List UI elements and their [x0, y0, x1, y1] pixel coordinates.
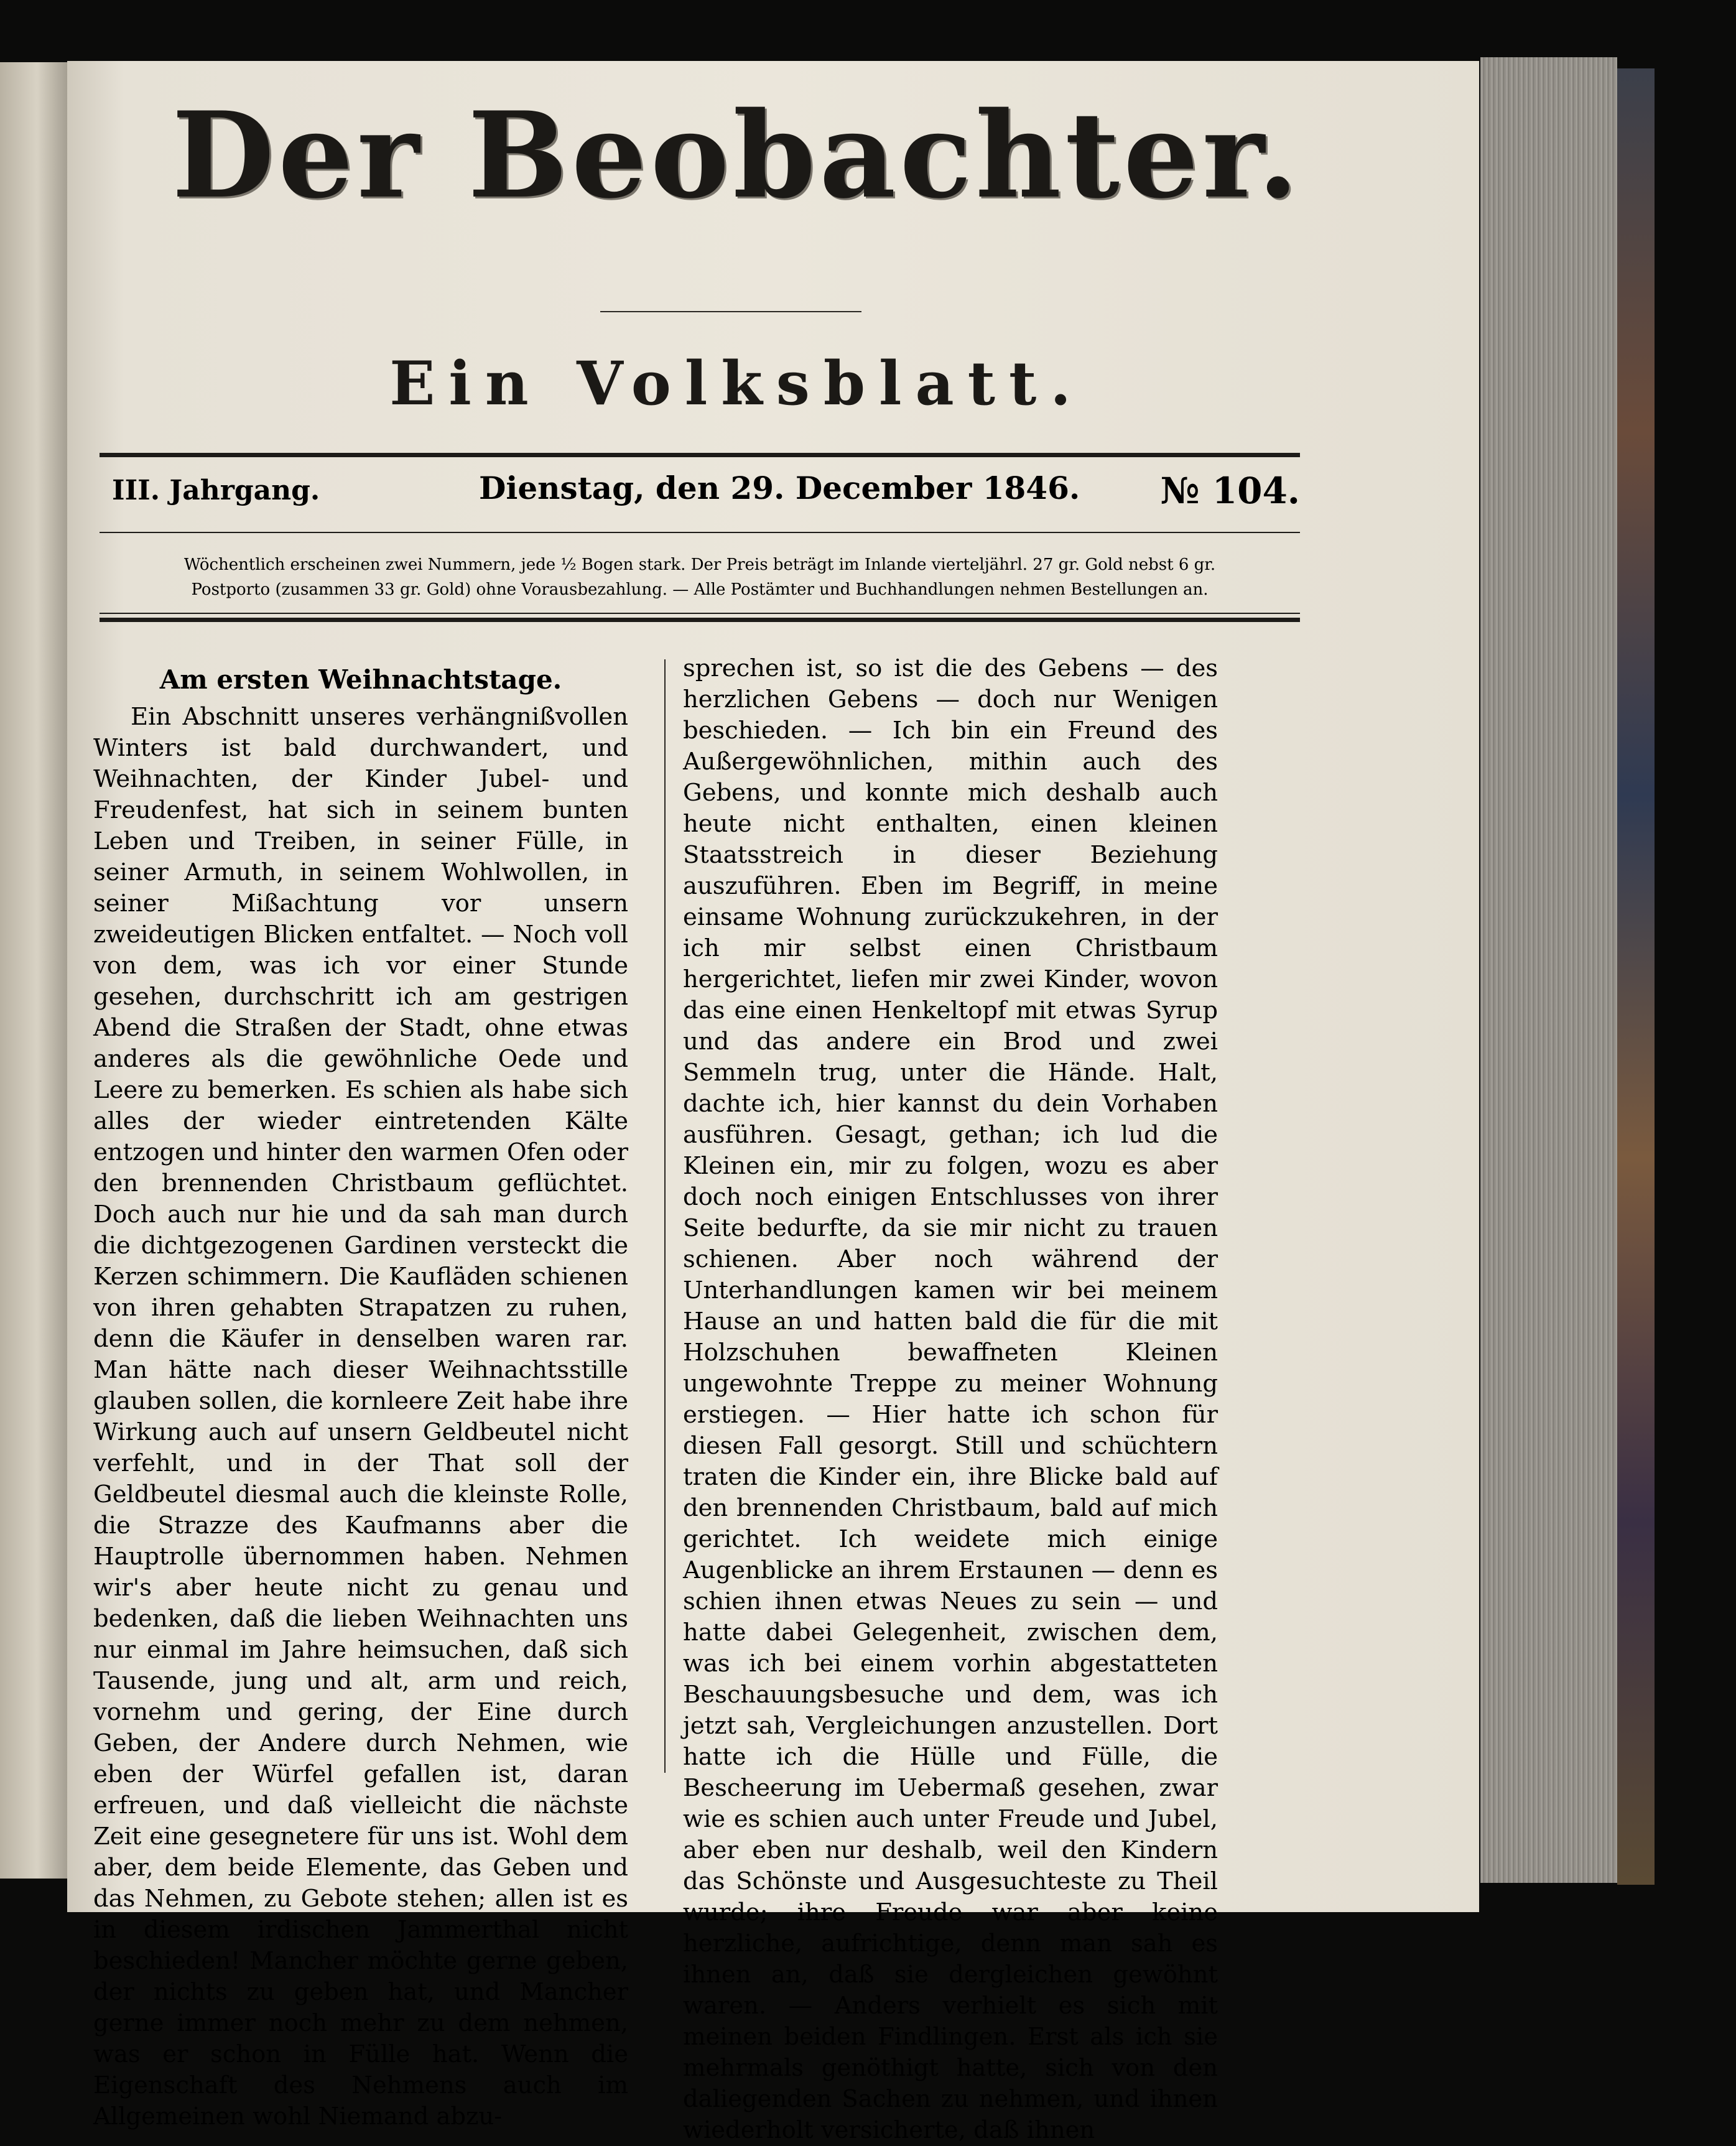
rule-above-columns: [100, 613, 1300, 614]
article-heading: Am ersten Weihnachtstage.: [159, 664, 562, 695]
volume-label: III. Jahrgang.: [112, 475, 320, 506]
rule-above-dateline: [100, 453, 1300, 457]
left-page-edge: [0, 62, 67, 1879]
rule-below-dateline: [100, 532, 1300, 533]
column-left: [93, 653, 628, 2132]
issue-date: Dienstag, den 29. December 1846.: [479, 470, 1080, 506]
page-block-edges: [1480, 57, 1617, 1883]
article-text-right: sprechen ist, so ist die des Gebens — des herzlichen Gebens — doch nur Wenigen beschieden. — Ich bin ein Freund des Außergewöhnlichen, mithin auch des Gebens, und konnte mich deshalb auch heute nicht enthalten, einen kleinen Staatsstreich in dieser Beziehung auszuführen. Eben im Begriff, in meine einsame Wohnung zurückzukehren, in der ich mir selbst einen Christbaum hergerichtet, liefen mir zwei Kinder, wovon das eine einen Henkeltopf mit etwas Syrup und das andere ein Brod und zwei Semmeln trug, unter die Hände. Halt, dachte ich, hier kannst du dein Vorhaben ausführen. Gesagt, gethan; ich lud die Kleinen ein, mir zu folgen, wozu es aber doch noch einigen Entschlusses von ihrer Seite bedurfte, da sie mir nicht zu trauen schienen. Aber noch während der Unterhandlungen kamen wir bei meinem Hause an und hatten bald die für die mit Holzschuhen bewaffneten Kleinen ungewohnte Treppe zu meiner Wohnung erstiegen. — Hier hatte ich schon für diesen Fall gesorgt. Still und schüchtern traten die Kinder ein, ihre Blicke bald auf den brennenden Christbaum, bald auf mich gerichtet. Ich weidete mich einige Augenblicke an ihrem Erstaunen — denn es schien ihnen etwas Neues zu sein — und hatte dabei Gelegenheit, zwischen dem, was ich bei einem vorhin abgestatteten Beschauungsbesuche und dem, was ich jetzt sah, Vergleichungen anzustellen. Dort hatte ich die Hülle und Fülle, die Bescheerung im Uebermaß gesehen, zwar wie es schien auch unter Freude und Jubel, aber eben nur deshalb, weil den Kindern das Schönste und Ausgesuchteste zu Theil wurde; ihre Freude war aber keine herzliche, aufrichtige, denn man sah es ihnen an, daß sie dergleichen gewöhnt waren. — Anders verhielt es sich mit meinen beiden Findlingen. Erst als ich sie mehrmals genöthigt hatte, sich von den daliegenden Sachen zu nehmen, und ihnen wiederholt versicherte, daß ihnen: [683, 654, 1218, 2144]
masthead-title: Der Beobachter.: [172, 86, 1302, 225]
marbled-cover: [1617, 68, 1655, 1885]
dateline: [100, 470, 1300, 519]
column-divider: [664, 659, 666, 1773]
terms-line-2: Postporto (zusammen 33 gr. Gold) ohne Vorausbezahlung. — Alle Postämter und Buchhandlungen nehmen Bestellungen an.: [191, 580, 1209, 599]
article-text-left: Ein Abschnitt unseres verhängnißvollen Winters ist bald durchwandert, und Weihnachten, der Kinder Jubel- und Freudenfest, hat sich in seinem bunten Leben und Treiben, in seiner Fülle, in seiner Armuth, in seinem Wohlwollen, in seiner Mißachtung vor unsern zweideutigen Blicken entfaltet. — Noch voll von dem, was ich vor einer Stunde gesehen, durchschritt ich am gestrigen Abend die Straßen der Stadt, ohne etwas anderes als die gewöhnliche Oede und Leere zu bemerken. Es schien als habe sich alles der wieder eintretenden Kälte entzogen und hinter den warmen Ofen oder den brennenden Christbaum geflüchtet. Doch auch nur hie und da sah man durch die dichtgezogenen Gardinen versteckt die Kerzen schimmern. Die Kaufläden schienen von ihren gehabten Strapatzen zu ruhen, denn die Käufer in denselben waren rar. Man hätte nach dieser Weihnachtsstille glauben sollen, die kornleere Zeit habe ihre Wirkung auch auf unsern Geldbeutel nicht verfehlt, und in der That soll der Geldbeutel diesmal auch die kleinste Rolle, die Strazze des Kaufmanns aber die Hauptrolle übernommen haben. Nehmen wir's aber heute nicht zu genau und bedenken, daß die lieben Weihnachten uns nur einmal im Jahre heimsuchen, daß sich Tausende, jung und alt, arm und reich, vornehm und gering, der Eine durch Geben, der Andere durch Nehmen, wie eben der Würfel gefallen ist, daran erfreuen, und daß vielleicht die nächste Zeit eine gesegnetere für uns ist. Wohl dem aber, dem beide Elemente, das Geben und das Nehmen, zu Gebote stehen; allen ist es in diesem irdischen Jammerthal nicht beschieden! Mancher möchte gerne geben, der nichts zu geben hat, und Mancher gerne immer noch mehr zu dem nehmen, was er schon in Fülle hat. Wenn die Eigenschaft des Nehmens auch im Allgemeinen wohl Niemand abzu-: [93, 703, 628, 2130]
column-right: [683, 653, 1218, 2146]
subscription-terms: [103, 552, 1297, 602]
masthead-rule: [600, 311, 861, 312]
issue-number: № 104.: [1160, 470, 1300, 512]
masthead-subtitle: Ein Volksblatt.: [389, 348, 1085, 419]
rule-above-columns-thick: [100, 618, 1300, 622]
terms-line-1: Wöchentlich erscheinen zwei Nummern, jede ½ Bogen stark. Der Preis beträgt im Inlande vierteljährl. 27 gr. Gold nebst 6 gr.: [183, 555, 1216, 574]
